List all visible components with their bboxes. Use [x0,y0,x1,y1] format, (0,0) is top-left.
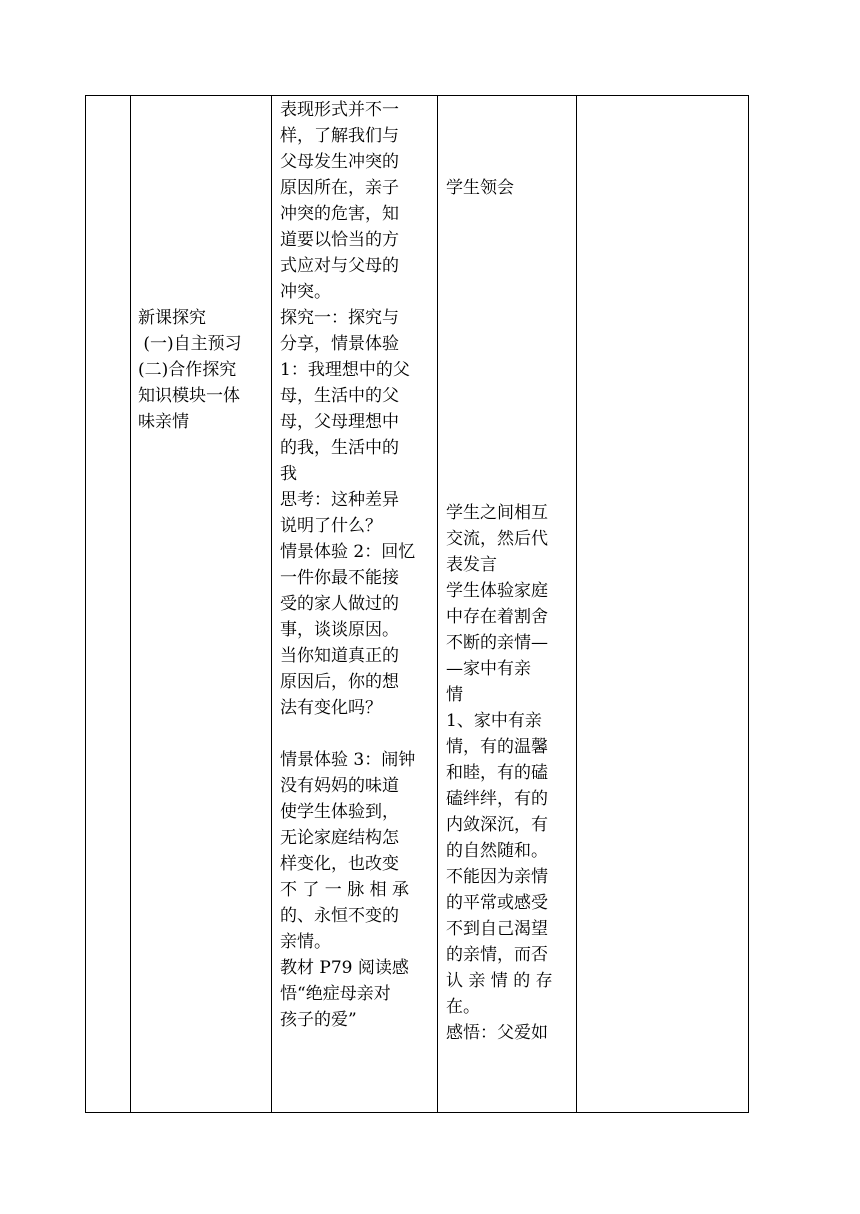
text-line: 母，父母理想中 [280,412,399,432]
text-line: 在。 [446,997,480,1017]
blank-line [280,721,430,747]
text-line: 交流，然后代 [446,529,548,549]
text-line: 1：我理想中的父 [280,360,410,380]
text-line: 的我，生活中的 [280,438,399,458]
text-line: 说明了什么？ [280,516,382,536]
teacher-activity-cell [280,97,430,1033]
text-line: 的自然随和。 [446,841,548,861]
text-line: 当你知道真正的 [280,646,399,666]
text-line: 不能因为亲情 [446,867,548,887]
text-line: 情景体验 2：回忆 [280,542,416,562]
text-line: 不断的亲情— [446,633,548,653]
section-title: 新课探究 [138,308,206,328]
text-line: 情，有的温馨 [446,737,548,757]
section-label-cell [138,305,266,435]
text-line: —家中有亲 [446,659,531,679]
text-line: 探究一：探究与 [280,308,399,328]
text-line: 学生之间相互 [446,503,548,523]
section-line: 知识模块一体 [138,386,240,406]
text-line: 不到自己渴望 [446,919,548,939]
text-line: 教材 P79 阅读感 [280,958,409,978]
text-line: 没有妈妈的味道 [280,776,399,796]
text-line: 感悟：父爱如 [446,1023,548,1043]
table-divider-2 [271,95,272,1113]
text-line: 认 亲 情 的 存 [446,971,553,991]
text-line: 受的家人做过的 [280,594,399,614]
text-line: 情景体验 3：闹钟 [280,750,416,770]
text-line: 亲情。 [280,932,331,952]
section-line: 味亲情 [138,412,189,432]
text-line: 孩子的爱” [280,1010,357,1030]
text-line: 学生领会 [446,178,514,198]
text-line: 冲突的危害，知 [280,204,399,224]
text-line: 式应对与父母的 [280,256,399,276]
text-line: 事，谈谈原因。 [280,620,399,640]
text-line: 悟“绝症母亲对 [280,984,391,1004]
text-line: 使学生体验到， [280,802,399,822]
text-line: 父母发生冲突的 [280,152,399,172]
text-line: 学生体验家庭 [446,581,548,601]
text-line: 原因所在，亲子 [280,178,399,198]
section-line: (一)自主预习 [138,334,242,354]
text-line: 表发言 [446,555,497,575]
table-divider-3 [437,95,438,1113]
text-line: 原因后，你的想 [280,672,399,692]
text-line: 样，了解我们与 [280,126,399,146]
table-divider-1 [130,95,131,1113]
text-line: 的、永恒不变的 [280,906,399,926]
text-line: 表现形式并不一 [280,100,399,120]
text-line: 无论家庭结构怎 [280,828,399,848]
student-understand-cell [446,175,570,201]
text-line: 道要以恰当的方 [280,230,399,250]
section-line: (二)合作探究 [138,360,237,380]
text-line: 思考：这种差异 [280,490,399,510]
text-line: 和睦，有的磕 [446,763,548,783]
text-line: 分享，情景体验 [280,334,399,354]
text-line: 的亲情，而否 [446,945,548,965]
text-line: 磕绊绊，有的 [446,789,548,809]
text-line: 中存在着割舍 [446,607,548,627]
text-line: 我 [280,464,297,484]
text-line: 一件你最不能接 [280,568,399,588]
text-line: 不 了 一 脉 相 承 [280,880,410,900]
text-line: 冲突。 [280,282,331,302]
text-line: 内敛深沉，有 [446,815,548,835]
text-line: 法有变化吗？ [280,698,382,718]
table-divider-4 [576,95,577,1113]
text-line: 情 [446,685,463,705]
text-line: 母，生活中的父 [280,386,399,406]
text-line: 样变化，也改变 [280,854,399,874]
text-line: 1、家中有亲 [446,711,542,731]
student-activity-cell [446,500,570,1046]
text-line: 的平常或感受 [446,893,548,913]
